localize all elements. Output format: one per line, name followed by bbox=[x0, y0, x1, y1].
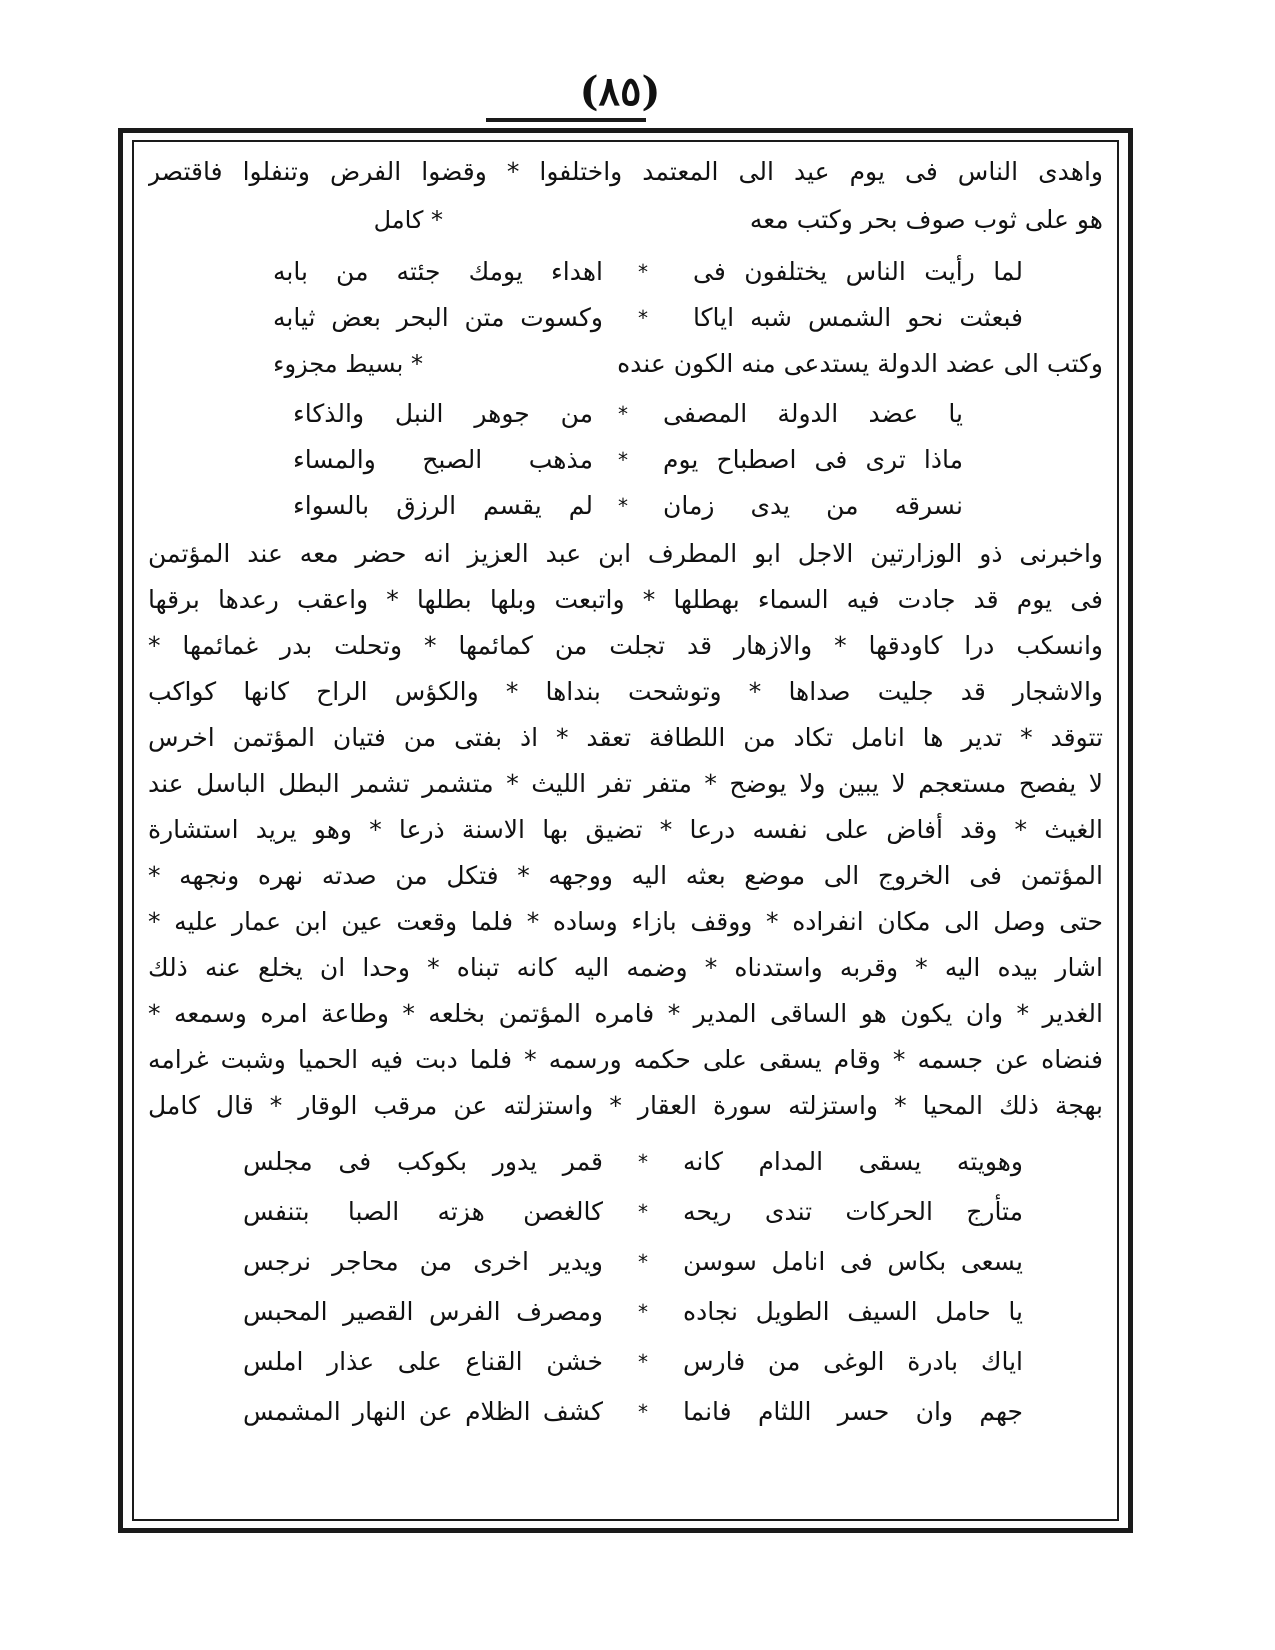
verse-second-hemistich: مذهب الصبح والمساء bbox=[293, 445, 593, 474]
verse-separator: * bbox=[638, 1300, 648, 1324]
verse-separator: * bbox=[618, 402, 628, 426]
verse-first-hemistich: يا حامل السيف الطويل نجاده bbox=[683, 1297, 1023, 1326]
verse-separator: * bbox=[618, 494, 628, 518]
verse-second-hemistich: كالغصن هزته الصبا بتنفس bbox=[243, 1197, 603, 1226]
prose-line: حتى وصل الى مكان انفراده * ووقف بازاء وساده * فلما وقعت عين ابن عمار عليه * bbox=[148, 907, 1103, 936]
prose-line: الغدير * وان يكون هو الساقى المدير * فامره المؤتمن بخلعه * وطاعة امره وسمعه * bbox=[148, 999, 1103, 1028]
prose-line: لا يفصح مستعجم لا يبين ولا يوضح * متفر تفر الليث * متشمر تشمر البطل الباسل عند bbox=[148, 769, 1103, 798]
verse-separator: * bbox=[638, 1200, 648, 1224]
prose-line: والاشجار قد جليت صداها * وتوشحت بنداها * والكؤس الراح كانها كواكب bbox=[148, 677, 1103, 706]
verse-line bbox=[263, 296, 1023, 340]
prose-line: تتوقد * تدير ها انامل تكاد من اللطافة تعقد * اذ بفتى من فتيان المؤتمن اخرس bbox=[148, 723, 1103, 752]
verse-first-hemistich: نسرقه من يدى زمان bbox=[663, 491, 963, 520]
verse-first-hemistich: ماذا ترى فى اصطباح يوم bbox=[663, 445, 963, 474]
prose-line: المؤتمن فى الخروج الى موضع بعثه اليه ووجهه * فتكل من صدته نهره ونجهه * bbox=[148, 861, 1103, 890]
prose-line: واخبرنى ذو الوزارتين الاجل ابو المطرف ابن عبد العزيز انه حضر معه عند المؤتمن bbox=[148, 539, 1103, 568]
prose-line: واهدى الناس فى يوم عيد الى المعتمد واختلفوا * وقضوا الفرض وتنفلوا فاقتصر bbox=[148, 157, 1103, 186]
prose-line: فنضاه عن جسمه * وقام يسقى على حكمه ورسمه * فلما دبت فيه الحميا وشبت غرامه bbox=[148, 1045, 1103, 1074]
verse-first-hemistich: اياك بادرة الوغى من فارس bbox=[683, 1347, 1023, 1376]
verse-separator: * bbox=[638, 1150, 648, 1174]
prose-line: وانسكب درا كاودقها * والازهار قد تجلت من كمائمها * وتحلت بدر غمائمها * bbox=[148, 631, 1103, 660]
verse-separator: * bbox=[638, 1350, 648, 1374]
verse-second-hemistich: ويدير اخرى من محاجر نرجس bbox=[243, 1247, 603, 1276]
meter-label: * بسيط مجزوء bbox=[273, 350, 423, 378]
page-number: (٨٥) bbox=[579, 68, 661, 115]
verse-first-hemistich: يا عضد الدولة المصفى bbox=[663, 399, 963, 428]
verse-second-hemistich: قمر يدور بكوكب فى مجلس bbox=[243, 1147, 603, 1176]
verse-first-hemistich: متأرج الحركات تندى ريحه bbox=[683, 1197, 1023, 1226]
verse-second-hemistich: لم يقسم الرزق بالسواء bbox=[293, 491, 593, 520]
verse-line bbox=[233, 1240, 1023, 1284]
verse-line bbox=[233, 1290, 1023, 1334]
verse-line bbox=[263, 438, 963, 482]
prose-line: الغيث * وقد أفاض على نفسه درعا * تضيق بها الاسنة ذرعا * وهو يريد استشارة bbox=[148, 815, 1103, 844]
verse-second-hemistich: ومصرف الفرس القصير المحبس bbox=[243, 1297, 603, 1326]
prose-line: اشار بيده اليه * وقربه واستدناه * وضمه اليه كانه تبناه * وحدا ان يخلع عنه ذلك bbox=[148, 953, 1103, 982]
verse-second-hemistich: كشف الظلام عن النهار المشمس bbox=[243, 1397, 603, 1426]
prose-line: فى يوم قد جادت فيه السماء بهطلها * واتبعت وبلها بطلها * واعقب رعدها برقها bbox=[148, 585, 1103, 614]
meter-label: * كامل bbox=[373, 206, 443, 234]
verse-first-hemistich: وهويته يسقى المدام كانه bbox=[683, 1147, 1023, 1176]
verse-separator: * bbox=[638, 1250, 648, 1274]
prose-line: وكتب الى عضد الدولة يستدعى منه الكون عنده bbox=[617, 349, 1103, 378]
verse-second-hemistich: من جوهر النبل والذكاء bbox=[293, 399, 593, 428]
verse-separator: * bbox=[638, 1400, 648, 1424]
verse-line bbox=[233, 1190, 1023, 1234]
verse-line bbox=[233, 1390, 1023, 1434]
verse-line bbox=[263, 250, 1023, 294]
verse-second-hemistich: اهداء يومك جئته من بابه bbox=[273, 257, 603, 286]
verse-first-hemistich: جهم وان حسر اللثام فانما bbox=[683, 1397, 1023, 1426]
verse-first-hemistich: يسعى بكاس فى انامل سوسن bbox=[683, 1247, 1023, 1276]
prose-line: بهجة ذلك المحيا * واستزلته سورة العقار * واستزلته عن مرقب الوقار * قال كامل bbox=[148, 1091, 1103, 1120]
verse-separator: * bbox=[638, 260, 648, 284]
verse-second-hemistich: وكسوت متن البحر بعض ثيابه bbox=[273, 303, 603, 332]
prose-line: هو على ثوب صوف بحر وكتب معه bbox=[749, 205, 1103, 234]
verse-first-hemistich: لما رأيت الناس يختلفون فى bbox=[693, 257, 1023, 286]
verse-first-hemistich: فبعثت نحو الشمس شبه اياكا bbox=[693, 303, 1023, 332]
verse-separator: * bbox=[638, 306, 648, 330]
verse-second-hemistich: خشن القناع على عذار املس bbox=[243, 1347, 603, 1376]
verse-line bbox=[263, 484, 963, 528]
verse-separator: * bbox=[618, 448, 628, 472]
verse-line bbox=[263, 392, 963, 436]
verse-line bbox=[233, 1340, 1023, 1384]
page-text bbox=[148, 150, 1103, 1510]
verse-line bbox=[233, 1140, 1023, 1184]
